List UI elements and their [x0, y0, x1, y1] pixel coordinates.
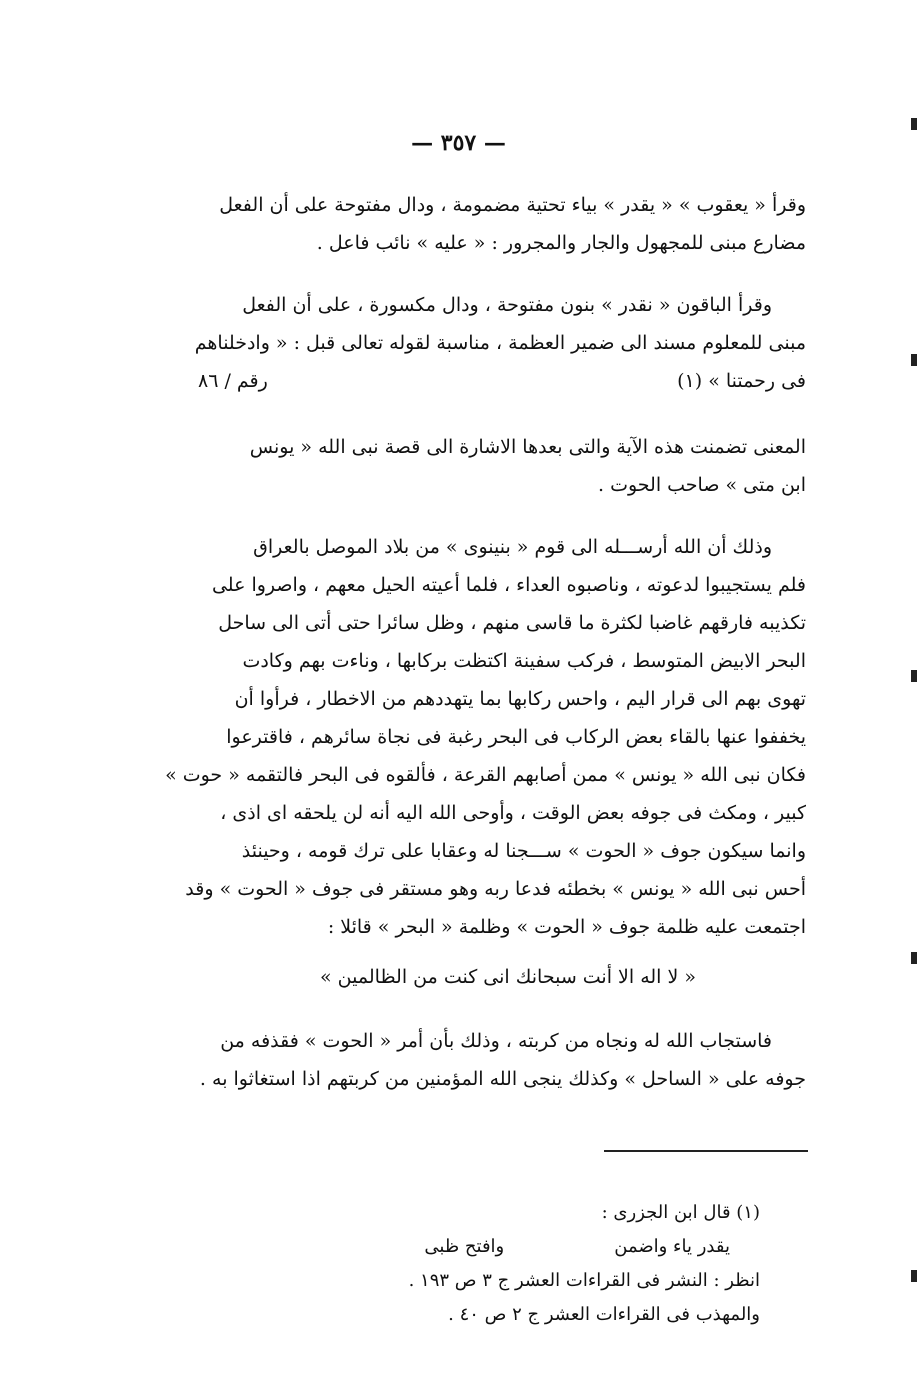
verse-reference: رقم / ٨٦ — [198, 370, 268, 392]
text-line: وقرأ « يعقوب » « يقدر » بياء تحتية مضمومة ، ودال مفتوحة على أن الفعل — [219, 194, 806, 216]
text-line: أحس نبى الله « يونس » بخطئه فدعا ربه وهو مستقر فى جوف « الحوت » وقد — [185, 878, 806, 900]
footnote-divider — [604, 1150, 808, 1152]
paragraph-yaqub-reading — [118, 186, 806, 262]
text-line: فكان نبى الله « يونس » ممن أصابهم القرعة ، فألقوه فى البحر فالتقمه « حوت » — [165, 764, 806, 786]
text-line: مبنى للمعلوم مسند الى ضمير العظمة ، مناسبة لقوله تعالى قبل : « وادخلناهم — [194, 332, 806, 354]
paragraph-story — [118, 528, 806, 996]
text-line: البحر الابيض المتوسط ، فركب سفينة اكتظت بركابها ، وناءت بهم وكادت — [242, 650, 806, 672]
margin-mark — [911, 118, 917, 130]
text-line: يخففوا عنها بالقاء بعض الركاب فى البحر رغبة فى نجاة سائرهم ، فاقترعوا — [226, 726, 806, 748]
paragraph-meaning — [118, 428, 806, 504]
text-line: وانما سيكون جوف « الحوت » ســـجنا له وعقابا على ترك قومه ، وحينئذ — [241, 840, 806, 862]
text-line: كبير ، ومكث فى جوفه بعض الوقت ، وأوحى الله اليه أنه لن يلحقه اى اذى ، — [220, 802, 806, 824]
text-line-with-reference — [118, 362, 806, 400]
footnote-verse-left: وافتح ظبى — [424, 1236, 505, 1257]
text-line: وذلك أن الله أرســـله الى قوم « بنينوى » من بلاد الموصل بالعراق — [253, 536, 772, 558]
footnote-reference: انظر : النشر فى القراءات العشر ج ٣ ص ١٩٣ . — [408, 1270, 760, 1291]
footnote-verse-right: يقدر ياء واضمن — [614, 1236, 730, 1257]
margin-mark — [911, 952, 917, 964]
text-line: تهوى بهم الى قرار اليم ، واحس ركابها بما يتهددهم من الاخطار ، فرأوا أن — [234, 688, 806, 710]
text-line: مضارع مبنى للمجهول والجار والمجرور : « عليه » نائب فاعل . — [316, 232, 806, 254]
margin-mark — [911, 354, 917, 366]
text-line: ابن متى » صاحب الحوت . — [598, 474, 806, 496]
text-line: فى رحمتنا » (١) — [677, 370, 806, 392]
text-line: تكذيبه فارقهم غاضبا لكثرة ما قاسى منهم ، وظل سائرا حتى أتى الى ساحل — [218, 612, 806, 634]
quoted-prayer: « لا اله الا أنت سبحانك انى كنت من الظالمين » — [320, 966, 696, 988]
margin-mark — [911, 670, 917, 682]
text-line: المعنى تضمنت هذه الآية والتى بعدها الاشارة الى قصة نبى الله « يونس — [249, 436, 806, 458]
footnote-verse — [200, 1230, 760, 1264]
footnote-intro: (١) قال ابن الجزرى : — [601, 1202, 760, 1223]
margin-mark — [911, 1270, 917, 1282]
text-line: فاستجاب الله له ونجاه من كربته ، وذلك بأن أمر « الحوت » فقذفه من — [220, 1030, 772, 1052]
paragraph-others-reading — [118, 286, 806, 400]
page-number: — ٣٥٧ — — [411, 130, 506, 156]
spacer — [118, 946, 806, 958]
footnote-reference: والمهذب فى القراءات العشر ج ٢ ص ٤٠ . — [448, 1304, 760, 1325]
text-line: جوفه على « الساحل » وكذلك ينجى الله المؤمنين من كربتهم اذا استغاثوا به . — [199, 1068, 806, 1090]
paragraph-rescue — [118, 1022, 806, 1098]
text-line: فلم يستجيبوا لدعوته ، وناصبوه العداء ، فلما أعيته الحيل معهم ، واصروا على — [211, 574, 806, 596]
footnotes — [200, 1196, 760, 1332]
text-line: اجتمعت عليه ظلمة جوف « الحوت » وظلمة « البحر » قائلا : — [327, 916, 806, 938]
text-line: وقرأ الباقون « نقدر » بنون مفتوحة ، ودال مكسورة ، على أن الفعل — [242, 294, 772, 316]
